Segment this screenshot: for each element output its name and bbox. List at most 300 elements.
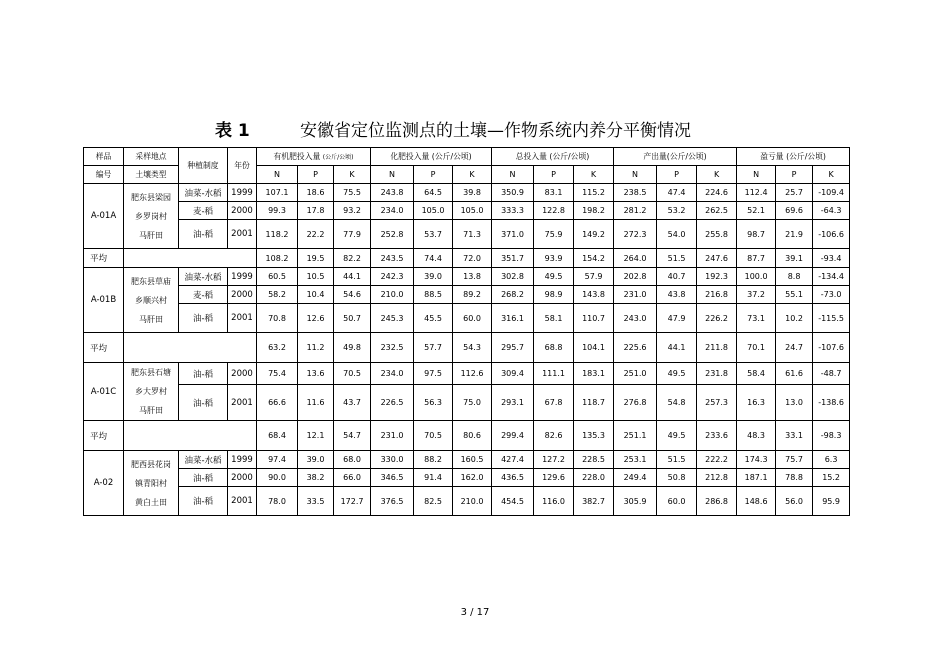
- value-cell: 60.0: [657, 487, 697, 516]
- value-cell: 58.1: [534, 304, 574, 333]
- average-value: 12.1: [298, 421, 334, 451]
- cropping-system: 油-稻: [179, 487, 228, 516]
- average-value: 44.1: [657, 333, 697, 363]
- value-cell: 70.5: [334, 363, 371, 385]
- value-cell: 89.2: [453, 286, 492, 304]
- value-cell: 371.0: [492, 220, 534, 249]
- cropping-system: 油菜-水稻: [179, 184, 228, 202]
- average-value: 54.7: [334, 421, 371, 451]
- value-cell: 122.8: [534, 202, 574, 220]
- value-cell: 83.1: [534, 184, 574, 202]
- sample-location: [124, 184, 179, 249]
- empty-cell: [124, 421, 257, 451]
- value-cell: 52.1: [737, 202, 776, 220]
- value-cell: 454.5: [492, 487, 534, 516]
- table-title: [0, 116, 950, 142]
- value-cell: 238.5: [614, 184, 657, 202]
- value-cell: 118.2: [257, 220, 298, 249]
- average-row: [84, 249, 850, 268]
- npk-header: K: [453, 166, 492, 184]
- cropping-system: 油-稻: [179, 304, 228, 333]
- value-cell: 210.0: [371, 286, 414, 304]
- table-number: 表 1: [215, 121, 250, 141]
- value-cell: 70.8: [257, 304, 298, 333]
- npk-header: N: [371, 166, 414, 184]
- value-cell: 75.9: [534, 220, 574, 249]
- average-value: 54.3: [453, 333, 492, 363]
- value-cell: 129.6: [534, 469, 574, 487]
- cropping-system: 麦-稻: [179, 202, 228, 220]
- value-cell: 55.1: [776, 286, 813, 304]
- header-balance: 盈亏量 (公斤/公顷): [737, 148, 850, 166]
- average-value: 33.1: [776, 421, 813, 451]
- average-value: 351.7: [492, 249, 534, 268]
- average-value: 49.5: [657, 421, 697, 451]
- value-cell: 39.0: [414, 268, 453, 286]
- value-cell: 268.2: [492, 286, 534, 304]
- header-soil-type: 土壤类型: [124, 166, 179, 184]
- value-cell: 305.9: [614, 487, 657, 516]
- value-cell: 293.1: [492, 385, 534, 421]
- value-cell: -109.4: [813, 184, 850, 202]
- header-sample-id: 样品: [84, 148, 124, 166]
- value-cell: 224.6: [697, 184, 737, 202]
- average-label: 平均: [84, 333, 124, 363]
- value-cell: 17.8: [298, 202, 334, 220]
- average-label: 平均: [84, 249, 124, 268]
- value-cell: 58.4: [737, 363, 776, 385]
- npk-header: K: [334, 166, 371, 184]
- location-line: 马肝田: [139, 406, 163, 415]
- table-row: [84, 202, 850, 220]
- npk-header: N: [492, 166, 534, 184]
- average-value: 24.7: [776, 333, 813, 363]
- table-row: [84, 220, 850, 249]
- npk-header: P: [776, 166, 813, 184]
- page-number: 3 / 17: [460, 607, 490, 618]
- value-cell: 43.8: [657, 286, 697, 304]
- value-cell: 111.1: [534, 363, 574, 385]
- year: 2000: [228, 202, 257, 220]
- location-line: 乡罗岗村: [135, 211, 167, 221]
- average-value: 70.1: [737, 333, 776, 363]
- cropping-system: 油-稻: [179, 469, 228, 487]
- value-cell: 75.0: [453, 385, 492, 421]
- npk-header: K: [697, 166, 737, 184]
- value-cell: 234.0: [371, 202, 414, 220]
- value-cell: 75.4: [257, 363, 298, 385]
- value-cell: 350.9: [492, 184, 534, 202]
- value-cell: 99.3: [257, 202, 298, 220]
- value-cell: 110.7: [574, 304, 614, 333]
- value-cell: 13.0: [776, 385, 813, 421]
- header-location: 采样地点: [124, 148, 179, 166]
- value-cell: 66.0: [334, 469, 371, 487]
- table-row: [84, 469, 850, 487]
- average-value: 295.7: [492, 333, 534, 363]
- average-value: 232.5: [371, 333, 414, 363]
- average-value: 264.0: [614, 249, 657, 268]
- location-line: 肥西县花岗: [131, 459, 171, 469]
- location-line: 马肝田: [139, 230, 163, 240]
- value-cell: -64.3: [813, 202, 850, 220]
- value-cell: 13.8: [453, 268, 492, 286]
- value-cell: 100.0: [737, 268, 776, 286]
- value-cell: 316.1: [492, 304, 534, 333]
- value-cell: 53.2: [657, 202, 697, 220]
- value-cell: 49.5: [657, 363, 697, 385]
- value-cell: 12.6: [298, 304, 334, 333]
- location-line: 乡大罗村: [135, 387, 167, 396]
- cropping-system: 油菜-水稻: [179, 268, 228, 286]
- value-cell: 252.8: [371, 220, 414, 249]
- value-cell: 174.3: [737, 451, 776, 469]
- value-cell: 69.6: [776, 202, 813, 220]
- value-cell: 210.0: [453, 487, 492, 516]
- value-cell: 39.8: [453, 184, 492, 202]
- value-cell: 75.5: [334, 184, 371, 202]
- value-cell: 222.2: [697, 451, 737, 469]
- value-cell: 228.0: [574, 469, 614, 487]
- header-total-input: 总投入量 (公斤/公顷): [492, 148, 614, 166]
- average-value: 48.3: [737, 421, 776, 451]
- value-cell: 77.9: [334, 220, 371, 249]
- location-line: 镇青阳村: [135, 478, 167, 488]
- value-cell: 436.5: [492, 469, 534, 487]
- value-cell: 116.0: [534, 487, 574, 516]
- value-cell: 160.5: [453, 451, 492, 469]
- value-cell: -106.6: [813, 220, 850, 249]
- average-value: 39.1: [776, 249, 813, 268]
- npk-header: P: [414, 166, 453, 184]
- year: 2000: [228, 286, 257, 304]
- average-value: 243.5: [371, 249, 414, 268]
- value-cell: 309.4: [492, 363, 534, 385]
- value-cell: 212.8: [697, 469, 737, 487]
- value-cell: -115.5: [813, 304, 850, 333]
- value-cell: 50.8: [657, 469, 697, 487]
- value-cell: 37.2: [737, 286, 776, 304]
- value-cell: 183.1: [574, 363, 614, 385]
- average-value: 154.2: [574, 249, 614, 268]
- average-value: 49.8: [334, 333, 371, 363]
- value-cell: 78.0: [257, 487, 298, 516]
- sample-location: [124, 451, 179, 516]
- average-row: [84, 333, 850, 363]
- value-cell: -138.6: [813, 385, 850, 421]
- cropping-system: 油-稻: [179, 385, 228, 421]
- year: 1999: [228, 268, 257, 286]
- value-cell: 40.7: [657, 268, 697, 286]
- value-cell: 276.8: [614, 385, 657, 421]
- header-year: 年份: [228, 148, 257, 184]
- value-cell: 127.2: [534, 451, 574, 469]
- average-value: 225.6: [614, 333, 657, 363]
- npk-header: N: [257, 166, 298, 184]
- average-value: 93.9: [534, 249, 574, 268]
- value-cell: 51.5: [657, 451, 697, 469]
- value-cell: 148.6: [737, 487, 776, 516]
- value-cell: 54.8: [657, 385, 697, 421]
- header-sample-id-2: 编号: [84, 166, 124, 184]
- npk-header: P: [534, 166, 574, 184]
- value-cell: 47.4: [657, 184, 697, 202]
- value-cell: 286.8: [697, 487, 737, 516]
- value-cell: 281.2: [614, 202, 657, 220]
- value-cell: 249.4: [614, 469, 657, 487]
- value-cell: 112.6: [453, 363, 492, 385]
- value-cell: 302.8: [492, 268, 534, 286]
- average-value: 19.5: [298, 249, 334, 268]
- value-cell: 118.7: [574, 385, 614, 421]
- value-cell: 143.8: [574, 286, 614, 304]
- value-cell: 22.2: [298, 220, 334, 249]
- value-cell: 45.5: [414, 304, 453, 333]
- value-cell: 58.2: [257, 286, 298, 304]
- header-organic-label: 有机肥投入量: [273, 152, 321, 161]
- npk-header: P: [657, 166, 697, 184]
- value-cell: 198.2: [574, 202, 614, 220]
- value-cell: 427.4: [492, 451, 534, 469]
- value-cell: 82.5: [414, 487, 453, 516]
- sample-location: [124, 268, 179, 333]
- value-cell: 60.0: [453, 304, 492, 333]
- value-cell: 231.0: [614, 286, 657, 304]
- value-cell: 53.7: [414, 220, 453, 249]
- table-row: [84, 268, 850, 286]
- year: 1999: [228, 451, 257, 469]
- value-cell: 346.5: [371, 469, 414, 487]
- average-value: 108.2: [257, 249, 298, 268]
- value-cell: 228.5: [574, 451, 614, 469]
- value-cell: 91.4: [414, 469, 453, 487]
- value-cell: 88.2: [414, 451, 453, 469]
- average-value: -93.4: [813, 249, 850, 268]
- value-cell: 56.3: [414, 385, 453, 421]
- table-row: [84, 304, 850, 333]
- value-cell: 202.8: [614, 268, 657, 286]
- location-line: 乡顺兴村: [135, 295, 167, 305]
- value-cell: 73.1: [737, 304, 776, 333]
- value-cell: 71.3: [453, 220, 492, 249]
- sample-id: A-01C: [84, 363, 124, 421]
- average-value: 57.7: [414, 333, 453, 363]
- average-value: 299.4: [492, 421, 534, 451]
- value-cell: 10.5: [298, 268, 334, 286]
- value-cell: -48.7: [813, 363, 850, 385]
- value-cell: 272.3: [614, 220, 657, 249]
- average-label: 平均: [84, 421, 124, 451]
- value-cell: 61.6: [776, 363, 813, 385]
- average-value: 135.3: [574, 421, 614, 451]
- table-row: [84, 487, 850, 516]
- value-cell: 115.2: [574, 184, 614, 202]
- value-cell: 251.0: [614, 363, 657, 385]
- value-cell: 38.2: [298, 469, 334, 487]
- sample-id: A-01A: [84, 184, 124, 249]
- value-cell: 330.0: [371, 451, 414, 469]
- value-cell: 192.3: [697, 268, 737, 286]
- average-value: 87.7: [737, 249, 776, 268]
- empty-cell: [124, 249, 257, 268]
- cropping-system: 油-稻: [179, 220, 228, 249]
- value-cell: 243.0: [614, 304, 657, 333]
- value-cell: 255.8: [697, 220, 737, 249]
- value-cell: -134.4: [813, 268, 850, 286]
- value-cell: 33.5: [298, 487, 334, 516]
- average-value: 231.0: [371, 421, 414, 451]
- value-cell: 21.9: [776, 220, 813, 249]
- location-line: 肥东县草庙: [131, 276, 171, 286]
- value-cell: 382.7: [574, 487, 614, 516]
- value-cell: 112.4: [737, 184, 776, 202]
- value-cell: 75.7: [776, 451, 813, 469]
- value-cell: 257.3: [697, 385, 737, 421]
- average-value: 251.1: [614, 421, 657, 451]
- value-cell: 11.6: [298, 385, 334, 421]
- table-caption: 安徽省定位监测点的土壤—作物系统内养分平衡情况: [300, 121, 691, 141]
- average-value: 82.2: [334, 249, 371, 268]
- value-cell: 98.9: [534, 286, 574, 304]
- value-cell: 88.5: [414, 286, 453, 304]
- value-cell: 6.3: [813, 451, 850, 469]
- npk-header: K: [813, 166, 850, 184]
- average-value: 211.8: [697, 333, 737, 363]
- year: 2001: [228, 220, 257, 249]
- value-cell: 15.2: [813, 469, 850, 487]
- location-line: 肥东县梁园: [131, 192, 171, 202]
- value-cell: 93.2: [334, 202, 371, 220]
- value-cell: 245.3: [371, 304, 414, 333]
- value-cell: 57.9: [574, 268, 614, 286]
- average-value: 68.4: [257, 421, 298, 451]
- value-cell: 66.6: [257, 385, 298, 421]
- value-cell: 216.8: [697, 286, 737, 304]
- year: 2001: [228, 487, 257, 516]
- location-line: 肥东县石塘: [131, 368, 171, 377]
- value-cell: 226.5: [371, 385, 414, 421]
- npk-header: N: [614, 166, 657, 184]
- average-value: 63.2: [257, 333, 298, 363]
- value-cell: 105.0: [414, 202, 453, 220]
- average-value: 247.6: [697, 249, 737, 268]
- value-cell: 90.0: [257, 469, 298, 487]
- value-cell: 242.3: [371, 268, 414, 286]
- value-cell: 64.5: [414, 184, 453, 202]
- value-cell: 231.8: [697, 363, 737, 385]
- nutrient-balance-table: [83, 147, 850, 516]
- header-cropping-system: 种植制度: [179, 148, 228, 184]
- value-cell: 25.7: [776, 184, 813, 202]
- average-value: 51.5: [657, 249, 697, 268]
- year: 1999: [228, 184, 257, 202]
- cropping-system: 油菜-水稻: [179, 451, 228, 469]
- empty-cell: [124, 333, 257, 363]
- table-row: [84, 286, 850, 304]
- npk-header: N: [737, 166, 776, 184]
- value-cell: 10.4: [298, 286, 334, 304]
- location-line: 马肝田: [139, 314, 163, 324]
- value-cell: 376.5: [371, 487, 414, 516]
- value-cell: 162.0: [453, 469, 492, 487]
- value-cell: 44.1: [334, 268, 371, 286]
- value-cell: 50.7: [334, 304, 371, 333]
- average-value: 72.0: [453, 249, 492, 268]
- average-value: 233.6: [697, 421, 737, 451]
- average-value: 11.2: [298, 333, 334, 363]
- average-value: 82.6: [534, 421, 574, 451]
- value-cell: 54.6: [334, 286, 371, 304]
- year: 2000: [228, 363, 257, 385]
- value-cell: 243.8: [371, 184, 414, 202]
- value-cell: 54.0: [657, 220, 697, 249]
- year: 2000: [228, 469, 257, 487]
- header-organic-input: [257, 148, 371, 166]
- value-cell: 39.0: [298, 451, 334, 469]
- value-cell: 49.5: [534, 268, 574, 286]
- npk-header: K: [574, 166, 614, 184]
- location-line: 黄白土田: [135, 497, 167, 507]
- value-cell: 60.5: [257, 268, 298, 286]
- value-cell: 253.1: [614, 451, 657, 469]
- average-value: -107.6: [813, 333, 850, 363]
- value-cell: 18.6: [298, 184, 334, 202]
- value-cell: 10.2: [776, 304, 813, 333]
- value-cell: 78.8: [776, 469, 813, 487]
- value-cell: 43.7: [334, 385, 371, 421]
- npk-header: P: [298, 166, 334, 184]
- value-cell: 226.2: [697, 304, 737, 333]
- value-cell: 8.8: [776, 268, 813, 286]
- value-cell: 234.0: [371, 363, 414, 385]
- table-row: [84, 451, 850, 469]
- average-row: [84, 421, 850, 451]
- value-cell: 105.0: [453, 202, 492, 220]
- value-cell: 333.3: [492, 202, 534, 220]
- value-cell: 107.1: [257, 184, 298, 202]
- cropping-system: 麦-稻: [179, 286, 228, 304]
- table-row: [84, 184, 850, 202]
- table-row: [84, 363, 850, 385]
- value-cell: -73.0: [813, 286, 850, 304]
- value-cell: 98.7: [737, 220, 776, 249]
- value-cell: 95.9: [813, 487, 850, 516]
- average-value: 80.6: [453, 421, 492, 451]
- average-value: 68.8: [534, 333, 574, 363]
- value-cell: 262.5: [697, 202, 737, 220]
- header-output: 产出量(公斤/公顷): [614, 148, 737, 166]
- value-cell: 67.8: [534, 385, 574, 421]
- value-cell: 97.5: [414, 363, 453, 385]
- sample-id: A-02: [84, 451, 124, 516]
- value-cell: 16.3: [737, 385, 776, 421]
- value-cell: 13.6: [298, 363, 334, 385]
- average-value: 74.4: [414, 249, 453, 268]
- value-cell: 172.7: [334, 487, 371, 516]
- header-chemical-input: 化肥投入量 (公斤/公顷): [371, 148, 492, 166]
- average-value: 70.5: [414, 421, 453, 451]
- value-cell: 149.2: [574, 220, 614, 249]
- value-cell: 97.4: [257, 451, 298, 469]
- value-cell: 47.9: [657, 304, 697, 333]
- value-cell: 56.0: [776, 487, 813, 516]
- average-value: -98.3: [813, 421, 850, 451]
- average-value: 104.1: [574, 333, 614, 363]
- year: 2001: [228, 385, 257, 421]
- value-cell: 187.1: [737, 469, 776, 487]
- header-organic-unit: (公斤/公顷): [322, 154, 354, 161]
- sample-location: [124, 363, 179, 421]
